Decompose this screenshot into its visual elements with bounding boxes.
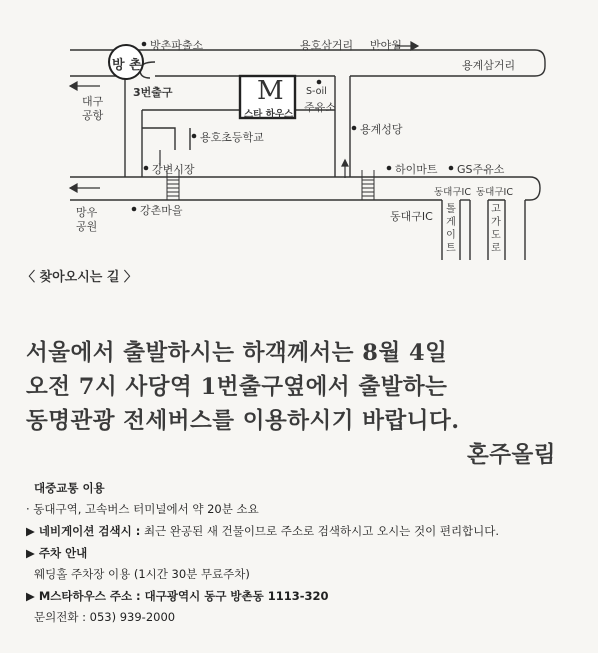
notice-block	[26, 336, 586, 472]
exit3-label: 3번출구	[133, 86, 173, 99]
yonggye-3way-label: 용계삼거리	[462, 59, 516, 72]
notice-signature: 혼주올림	[467, 442, 556, 468]
nav-row	[26, 523, 499, 539]
mangu-park-label: 망우 공원	[76, 206, 98, 233]
dongdaegu-ic-label-c: 동대구IC	[390, 210, 433, 223]
address-label: ▶ M스타하우스 주소 : 대구광역시 동구 방촌동 1113-320	[26, 589, 329, 603]
notice-line-1: 서울에서 출발하시는 하객께서는 8월 4일	[26, 340, 448, 366]
toll-gate-label: 톨게이트	[446, 204, 456, 254]
yongho-3way-label: 용호삼거리	[300, 39, 354, 52]
notice-line-2: 오전 7시 사당역 1번출구옆에서 출발하는	[26, 374, 448, 400]
phone-text: 문의전화 : 053) 939-2000	[34, 610, 176, 624]
notice-line-3: 동명관광 전세버스를 이용하시기 바랍니다.	[26, 408, 460, 434]
yonggye-church-label: 용계성당	[360, 123, 403, 136]
soil-label: S-oil	[306, 86, 327, 97]
gangbyeon-market-label: 강변시장	[152, 163, 195, 176]
gas-station-label: 주유소	[304, 101, 336, 114]
himart-label: 하이마트	[395, 163, 438, 176]
directions-title: 〈 찾아오시는 길 〉	[22, 270, 137, 285]
gs-station-label: GS주유소	[457, 163, 505, 176]
police-label: 방촌파출소	[150, 39, 204, 52]
station-label: 방 촌	[112, 58, 142, 73]
daegu-airport-label: 대구 공항	[82, 95, 104, 122]
dongdaegu-ic-label-b: 동대구IC	[476, 187, 513, 198]
venue-name: 스타 하우스	[244, 109, 294, 120]
parking-text: 웨딩홀 주차장 이용 (1시간 30분 무료주차)	[34, 567, 250, 581]
bus-text: · 동대구역, 고속버스 터미널에서 약 20분 소요	[26, 502, 259, 516]
bus-heading: 대중교통 이용	[34, 481, 105, 495]
venue-logo: M	[257, 76, 284, 106]
parking-label: ▶ 주차 안내	[26, 546, 88, 560]
gangchon-village-label: 강촌마을	[140, 204, 183, 217]
nav-label: ▶ 네비게이션 검색시 :	[26, 524, 141, 538]
gokga-road-label: 고가도로	[491, 204, 501, 254]
dongdaegu-ic-label-a: 동대구IC	[434, 187, 471, 198]
yongcho-school-label: 용호초등학교	[200, 131, 264, 144]
nav-text: 최근 완공된 새 건물이므로 주소로 검색하시고 오시는 것이 편리합니다.	[143, 524, 500, 538]
banyawol-label: 반야월	[370, 39, 402, 52]
